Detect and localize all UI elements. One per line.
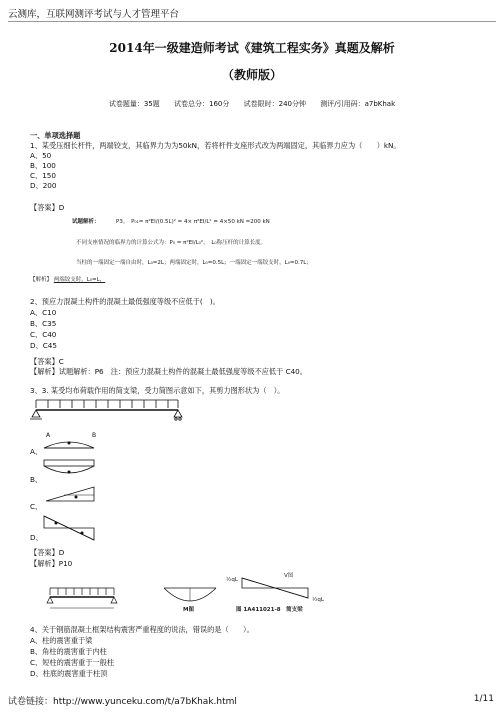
header-divider — [8, 21, 496, 22]
shear-right-label: ½qL — [312, 597, 324, 603]
q2-option-c: C、C40 — [30, 330, 57, 339]
exam-link[interactable]: http://www.yunceku.com/t/a7bKhak.html — [53, 697, 237, 707]
site-header: 云测库，互联网测评考试与人才管理平台 — [8, 9, 180, 20]
q1-option-c: C、150 — [30, 171, 56, 180]
question-2-stem: 2、预应力混凝土构件的混凝土最低强度等级不应低于( )。 — [30, 297, 220, 306]
q3-option-a: A、 — [30, 447, 43, 456]
q2-option-b: B、C35 — [30, 319, 57, 328]
shear-diagram-c — [44, 487, 104, 507]
total-score: 试卷总分：160分 — [174, 100, 230, 108]
q1-exp-line4-text: 两端铰支时，L₀=L， — [53, 277, 106, 283]
shear-diagram-a — [44, 440, 104, 458]
q1-answer: 【答案】D — [30, 203, 65, 212]
question-3-stem: 3、3. 某受均布荷载作用的简支梁，受力简图示意如下，其剪力图形状为（ ）。 — [30, 386, 285, 395]
q4-option-b: B、角柱的震害重于内柱 — [30, 647, 107, 656]
exam-title: 2014年一级建造师考试《建筑工程实务》真题及解析 — [109, 41, 395, 55]
fig-label-a: A — [46, 432, 51, 439]
question-count: 试卷题量：35题 — [108, 100, 160, 108]
section-heading: 一、单项选择题 — [30, 131, 81, 140]
reference-code: 测评/引用码：a7bKhak — [320, 100, 396, 108]
q3-option-c: C、 — [30, 502, 43, 511]
shear-diagram-label: V图 — [284, 573, 294, 579]
fig-label-b: B — [92, 432, 97, 439]
footer-link-label: 试卷链接： — [8, 697, 54, 707]
exam-subtitle: （教师版） — [221, 68, 282, 82]
q1-exp-line2: 不同支座情况的临界力的计算公式为：P₀ = π²EI/L₀²， L₀称压杆的计算长度。 — [76, 240, 267, 246]
q1-option-b: B、100 — [30, 161, 56, 170]
q4-option-c: C、短柱的震害重于一般柱 — [30, 658, 115, 667]
explanation-beam-figure — [44, 582, 124, 616]
shear-diagram-b — [44, 460, 104, 480]
exam-meta — [0, 99, 504, 109]
q1-exp-label: 试题解析： — [72, 219, 100, 225]
q4-option-a: A、柱的震害重于梁 — [30, 636, 93, 645]
q1-exp-line4-label — [30, 276, 105, 284]
figure-caption: 图 1A411021-8 简支梁 — [236, 607, 303, 613]
page-number: 1/11 — [473, 694, 494, 704]
footer-link-row — [8, 694, 237, 707]
q3-explanation: 【解析】P10 — [30, 559, 73, 568]
q1-option-d: D、200 — [30, 181, 57, 190]
time-limit: 试卷限时：240分钟 — [243, 100, 306, 108]
q2-explanation: 【解析】试题解析：P6 注：预应力混凝土构件的混凝土最低强度等级不应低于 C40。 — [30, 367, 307, 376]
explanation-shear-figure — [238, 576, 318, 604]
question-1-stem: 1、某受压细长杆件，两端铰支，其临界力为为50kN，若将杆件支座形式改为两端固定，其临界力应为（ ）kN。 — [30, 141, 401, 150]
shear-diagram-d — [44, 516, 104, 542]
moment-diagram-label: M图 — [183, 607, 194, 613]
q1-exp-line4-tag: 【解析】 — [30, 277, 53, 283]
shear-left-label: ½qL — [226, 577, 238, 583]
question-4-stem: 4、关于钢筋混凝土框架结构震害严重程度的说法，错误的是（ ）。 — [30, 625, 254, 634]
q1-option-a: A、50 — [30, 151, 52, 160]
q3-option-d: D、 — [30, 533, 43, 542]
q4-option-d: D、柱底的震害重于柱顶 — [30, 669, 108, 678]
beam-loading-diagram — [30, 398, 190, 428]
q3-answer: 【答案】D — [30, 548, 65, 557]
q2-answer: 【答案】C — [30, 357, 64, 366]
q3-option-b: B、 — [30, 475, 43, 484]
q2-option-a: A、C10 — [30, 308, 57, 317]
q2-option-d: D、C45 — [30, 341, 57, 350]
q1-exp-formula: P3。 P₀₁= π²EI/(0.5L)² = 4× π²EI/L² = 4×50 kN =200 kN — [116, 219, 270, 225]
q1-exp-line3: 当柱的一端固定一端自由时，L₀=2L；两端固定时，L₀=0.5L；一端固定一端铰支时，L₀=0.7L； — [76, 260, 312, 266]
